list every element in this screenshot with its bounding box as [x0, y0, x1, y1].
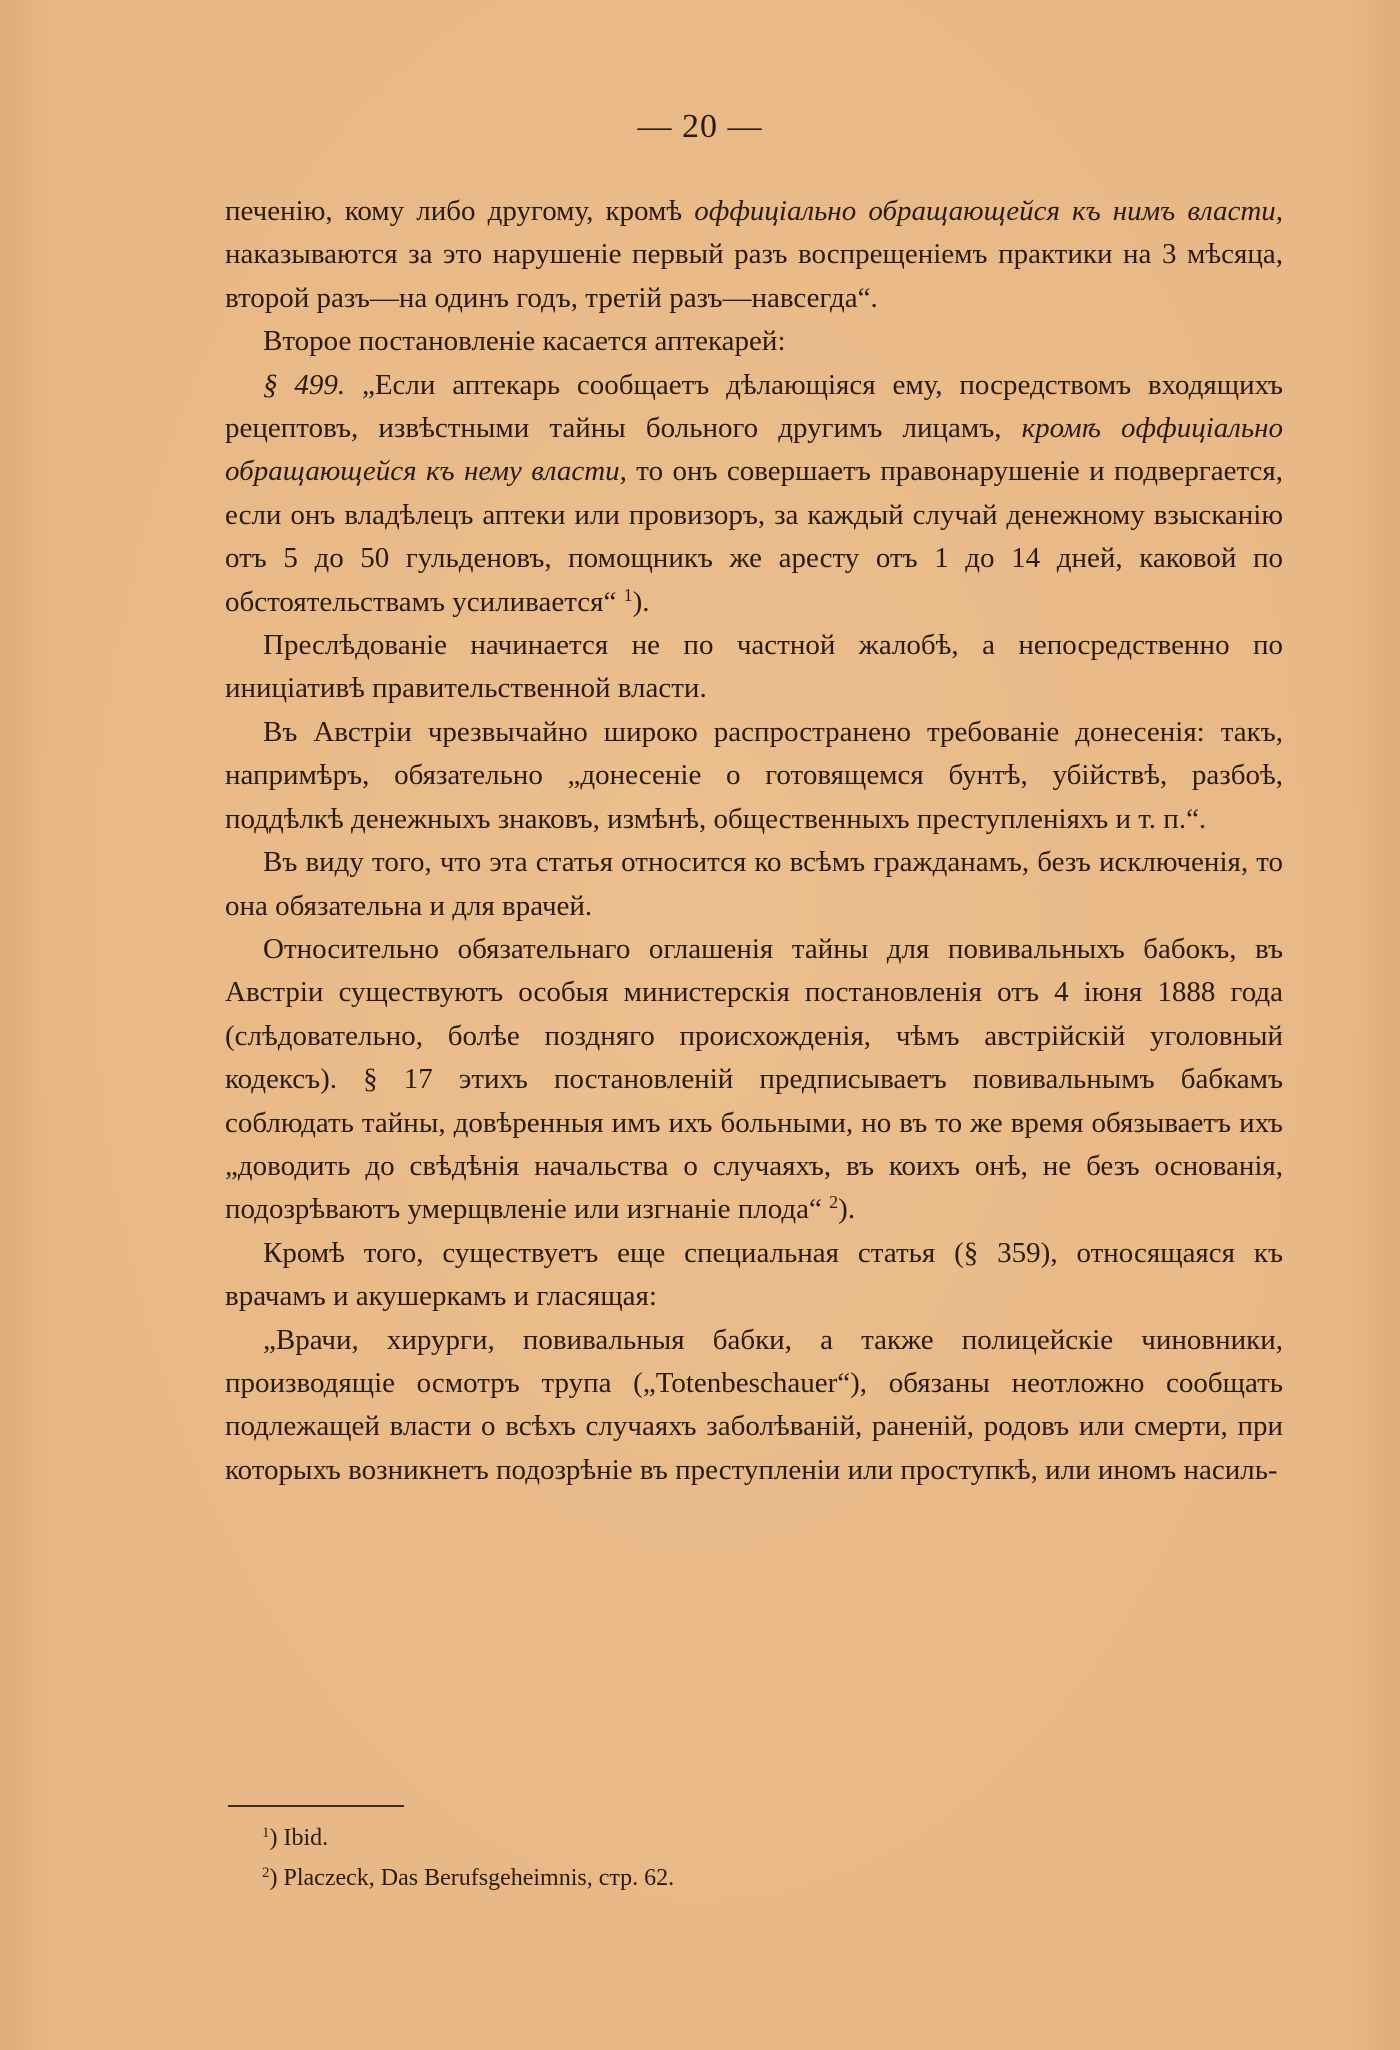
paragraph-7-text-b: ). [838, 1193, 856, 1226]
footnote-ref-2: 2 [829, 1192, 839, 1213]
paragraph-2: Второе постановленіе касается аптекарей: [263, 325, 786, 358]
paragraph-4: Преслѣдованіе начинается не по частной жалобѣ, а непосредственно по иниціативѣ правительственной власти. [225, 629, 1283, 705]
section-499-label: § 499. [263, 368, 346, 401]
paragraph-9: „Врачи, хирурги, повивальныя бабки, а также полицейскіе чиновники, производящіе осмотръ трупа („Totenbeschauer“), обязаны неотложно сообщать подлежащей власти о всѣхъ случаяхъ заболѣваній, раненій, родовъ или смерти, при которыхъ возникнетъ подозрѣніе въ преступленіи или проступкѣ, или иномъ насиль- [225, 1323, 1283, 1486]
paragraph-3-text-c: ). [632, 585, 650, 618]
paragraph-1 [225, 190, 1283, 320]
footnote-ref-1: 1 [623, 584, 633, 605]
paragraph-5: Въ Австріи чрезвычайно широко распространено требованіе донесенія: такъ, напримѣръ, обязательно „донесеніе о готовящемся бунтѣ, убійствѣ, разбоѣ, поддѣлкѣ денежныхъ знаковъ, измѣнѣ, общественныхъ преступленіяхъ и т. п.“. [225, 715, 1283, 835]
paragraph-7-text-a: Относительно обязательнаго оглашенія тайны для повивальныхъ бабокъ, въ Австріи существуютъ особыя министерскія постановленія отъ 4 іюня 1888 года (слѣдовательно, болѣе поздняго происхожденія, чѣмъ австрійскій уголовный кодексъ). § 17 этихъ постановленій предписываетъ повивальнымъ бабкамъ соблюдать тайны, довѣренныя имъ ихъ больными, но въ то же время обязываетъ ихъ „доводить до свѣдѣнія начальства о случаяхъ, въ коихъ онѣ, не безъ основанія, подозрѣваютъ умерщвленіе или изгнаніе плода“ [225, 932, 1283, 1226]
paragraph-1-text-b: наказываются за это нарушеніе первый разъ воспрещеніемъ практики на 3 мѣсяца, второй разъ—на одинъ годъ, третій разъ—навсегда“. [225, 238, 1283, 314]
footnote-1-mark: 1 [262, 1825, 270, 1841]
footnotes [262, 1818, 1262, 1898]
footnote-2-mark: 2 [262, 1865, 270, 1881]
paragraph-1-text-a: печенію, кому либо другому, кромѣ [225, 195, 695, 227]
paragraph-3-text-b: то онъ совершаетъ правонарушеніе и подвергается, если онъ владѣлецъ аптеки или провизоръ, за каждый случай денежному взысканію отъ 5 до 50 гульденовъ, помощникъ же аресту отъ 1 до 14 дней, каковой по обстоятельствамъ усиливается“ [225, 455, 1283, 618]
paragraph-1-italic: оффиціально обращающейся къ нимъ власти, [694, 195, 1284, 227]
paragraph-7 [225, 928, 1283, 1232]
paragraph-3-italic: кромѣ оффиціально обращающейся къ нему власти, [225, 412, 1283, 488]
footnote-1-text: ) Ibid. [269, 1825, 329, 1851]
paragraph-3-text-a: „Если аптекарь сообщаетъ дѣлающіяся ему, посредствомъ входящихъ рецептовъ, извѣстными тайны больного другимъ лицамъ, [225, 368, 1283, 445]
page-number: — 20 — [637, 108, 763, 145]
paragraph-6: Въ виду того, что эта статья относится ко всѣмъ гражданамъ, безъ исключенія, то она обязательна и для врачей. [225, 846, 1283, 922]
paragraph-3 [225, 364, 1283, 624]
footnote-2-text: ) Placzeck, Das Berufsgeheimnis, стр. 62. [269, 1865, 675, 1891]
footnote-2 [262, 1858, 1262, 1898]
footnote-divider [228, 1805, 404, 1807]
main-text [225, 190, 1283, 1492]
footnote-1 [262, 1818, 1262, 1858]
paragraph-8: Кромѣ того, существуетъ еще специальная статья (§ 359), относящаяся къ врачамъ и акушеркамъ и гласящая: [225, 1236, 1283, 1313]
